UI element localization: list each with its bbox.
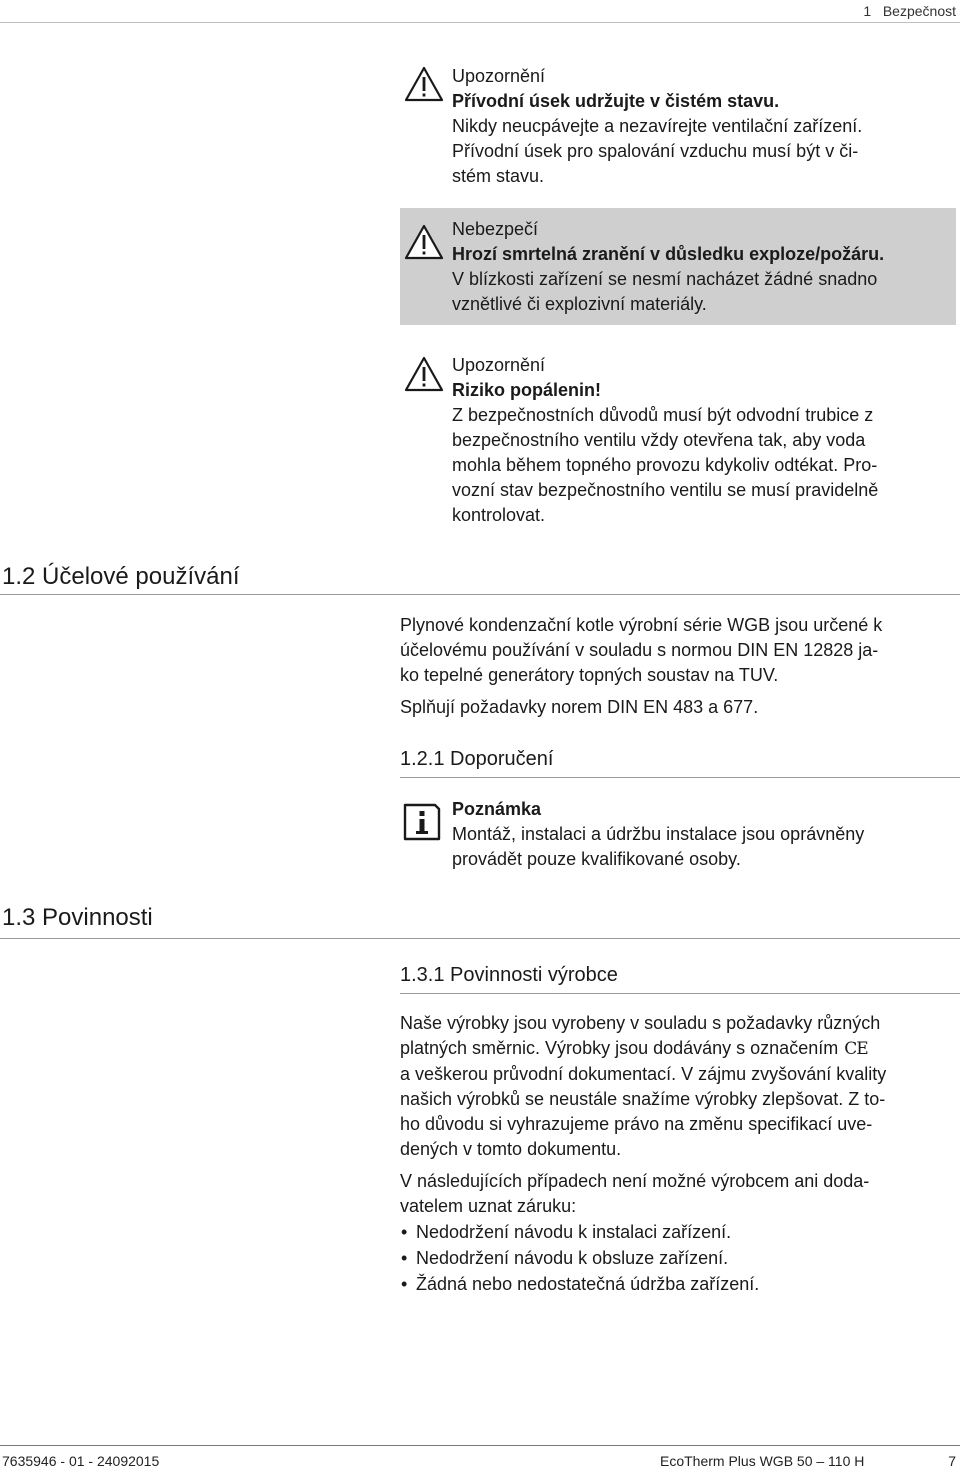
bullet-icon: •	[401, 1248, 408, 1268]
page-number: 7	[948, 1453, 956, 1469]
text-line: účelovému používání v souladu s normou DIN EN 12828 ja-	[400, 640, 879, 660]
notice-text-line: vznětlivé či explozivní materiály.	[452, 294, 707, 314]
footer-divider	[0, 1445, 960, 1446]
danger-triangle-icon	[404, 224, 444, 260]
notice-text-line: Z bezpečnostních důvodů musí být odvodní trubice z	[452, 405, 874, 425]
warning-notice-burns	[400, 350, 956, 535]
warning-triangle-icon	[404, 66, 444, 102]
note-label: Poznámka	[452, 799, 542, 819]
list-item	[400, 1271, 956, 1297]
section-1-2	[0, 561, 960, 595]
info-icon	[402, 802, 442, 842]
paragraph-standards: Splňují požadavky norem DIN EN 483 a 677.	[400, 697, 759, 717]
text-line	[400, 1036, 956, 1062]
text-line: a veškerou průvodní dokumentací. V zájmu zvyšování kvality	[400, 1064, 887, 1084]
text-line: dených v tomto dokumentu.	[400, 1139, 622, 1159]
notice-text-line: Přívodní úsek pro spalování vzduchu musí být v či-	[452, 141, 859, 161]
section-1-3	[0, 904, 960, 940]
text-line: ko tepelné generátory topných soustav na TUV.	[400, 665, 779, 685]
text-line: vatelem uznat záruku:	[400, 1196, 577, 1216]
section-heading: 1.3 Povinnosti	[2, 904, 153, 931]
danger-notice-explosion	[400, 208, 956, 325]
subsection-heading: 1.2.1 Doporučení	[400, 748, 554, 770]
note-text-line: Montáž, instalaci a údržbu instalace jsou oprávněny	[452, 824, 865, 844]
note-installation	[400, 794, 956, 874]
notice-title: Riziko popálenin!	[452, 380, 602, 400]
page-footer	[0, 1445, 960, 1469]
text-line: ho důvodu si vyhrazujeme právo na změnu specifikací uve-	[400, 1114, 873, 1134]
subsection-divider	[400, 993, 960, 994]
notice-title: Hrozí smrtelná zranění v důsledku exploze/požáru.	[452, 244, 885, 264]
subsection-1-2-1	[400, 745, 960, 779]
subsection-heading: 1.3.1 Povinnosti výrobce	[400, 964, 618, 986]
notice-text-line: Nikdy neucpávejte a nezavírejte ventilační zařízení.	[452, 116, 863, 136]
list-item-text: Nedodržení návodu k obsluze zařízení.	[416, 1248, 729, 1268]
ce-mark-icon: CE	[844, 1039, 868, 1059]
document-code: 7635946 - 01 - 24092015	[2, 1453, 160, 1469]
chapter-title: 1 Bezpečnost	[863, 3, 956, 19]
text-line: V následujících případech není možné výrobcem ani doda-	[400, 1171, 870, 1191]
list-item-text: Nedodržení návodu k instalaci zařízení.	[416, 1222, 732, 1242]
text-line: Naše výrobky jsou vyrobeny v souladu s požadavky různých	[400, 1013, 881, 1033]
text-fragment: platných směrnic. Výrobky jsou dodávány s označením	[400, 1038, 839, 1058]
notice-text-line: bezpečnostního ventilu vždy otevřena tak, aby voda	[452, 430, 866, 450]
notice-text-line: V blízkosti zařízení se nesmí nacházet žádné snadno	[452, 269, 878, 289]
notice-label: Nebezpečí	[452, 219, 539, 239]
paragraph-warranty	[400, 1169, 956, 1219]
section-divider	[0, 594, 960, 595]
text-line: Plynové kondenzační kotle výrobní série WGB jsou určené k	[400, 615, 883, 635]
list-item	[400, 1245, 956, 1271]
section-heading: 1.2 Účelové používání	[2, 563, 240, 590]
notice-label: Upozornění	[452, 66, 546, 86]
paragraph-intended-use	[400, 613, 956, 688]
paragraph-manufacturer-duties	[400, 1011, 956, 1162]
list-item-text: Žádná nebo nedostatečná údržba zařízení.	[416, 1274, 760, 1294]
bullet-icon: •	[401, 1222, 408, 1242]
notice-text-line: vozní stav bezpečnostního ventilu se musí pravidelně	[452, 480, 879, 500]
subsection-1-3-1	[400, 961, 960, 995]
notice-label: Upozornění	[452, 355, 546, 375]
warning-triangle-icon	[404, 356, 444, 392]
notice-title: Přívodní úsek udržujte v čistém stavu.	[452, 91, 780, 111]
page-header	[0, 0, 960, 22]
header-divider	[0, 22, 960, 23]
bullet-icon: •	[401, 1274, 408, 1294]
notice-text-line: kontrolovat.	[452, 505, 546, 525]
subsection-divider	[400, 777, 960, 778]
section-divider	[0, 938, 960, 939]
warning-notice-ventilation	[400, 60, 956, 196]
list-item	[400, 1219, 956, 1245]
product-name: EcoTherm Plus WGB 50 – 110 H	[660, 1453, 865, 1469]
note-text-line: provádět pouze kvalifikované osoby.	[452, 849, 741, 869]
warranty-exclusion-list	[400, 1219, 956, 1297]
notice-text-line: mohla během topného provozu kdykoliv odtékat. Pro-	[452, 455, 878, 475]
text-line: našich výrobků se neustále snažíme výrobky zlepšovat. Z to-	[400, 1089, 886, 1109]
notice-text-line: stém stavu.	[452, 166, 545, 186]
